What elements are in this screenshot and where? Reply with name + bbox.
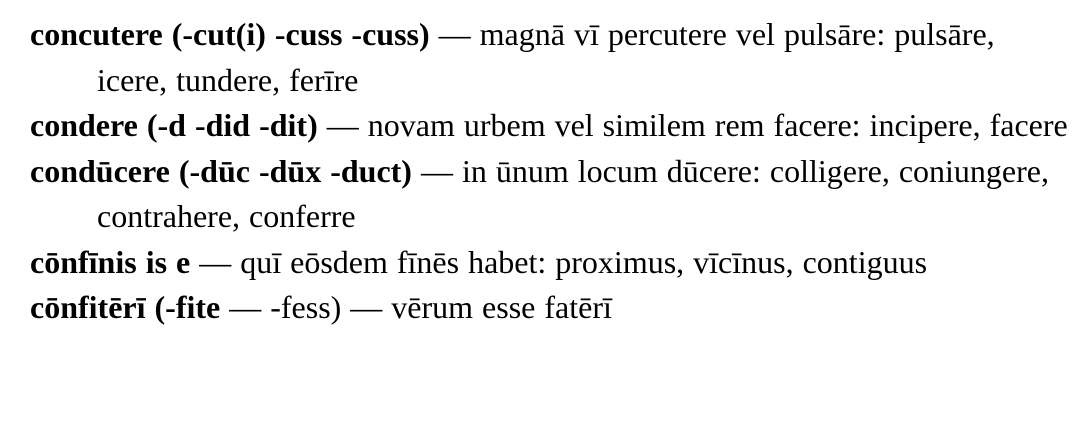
entry-headword: condūcere (-dūc -dūx -duct) [30,152,412,189]
entry-definition: — novam urbem vel similem rem facere: incipere, facere [317,107,1068,143]
entry-definition: — in ūnum locum dūcere: colligere, coniungere, contrahere, conferre [97,152,1049,234]
dictionary-entry [30,149,1068,240]
dictionary-entry [30,240,1068,286]
entry-list [30,12,1068,331]
dictionary-entry [30,12,1068,103]
entry-headword: concutere (-cut(i) -cuss -cuss) [30,16,430,52]
entry-definition: — quī eōsdem fīnēs habet: proximus, vīcīnus, contiguus [190,243,928,280]
dictionary-entry [30,103,1068,149]
entry-definition: — -fess) — vērum esse fatērī [220,289,612,325]
entry-headword: cōnfīnis is e [30,243,191,280]
dictionary-entry [30,285,1068,331]
entry-definition: — magnā vī percutere vel pulsāre: pulsāre, icere, tundere, ferīre [97,16,995,98]
entry-headword: cōnfitērī (-fite [30,289,221,325]
entry-headword: condere (-d -did -dit) [30,107,318,143]
